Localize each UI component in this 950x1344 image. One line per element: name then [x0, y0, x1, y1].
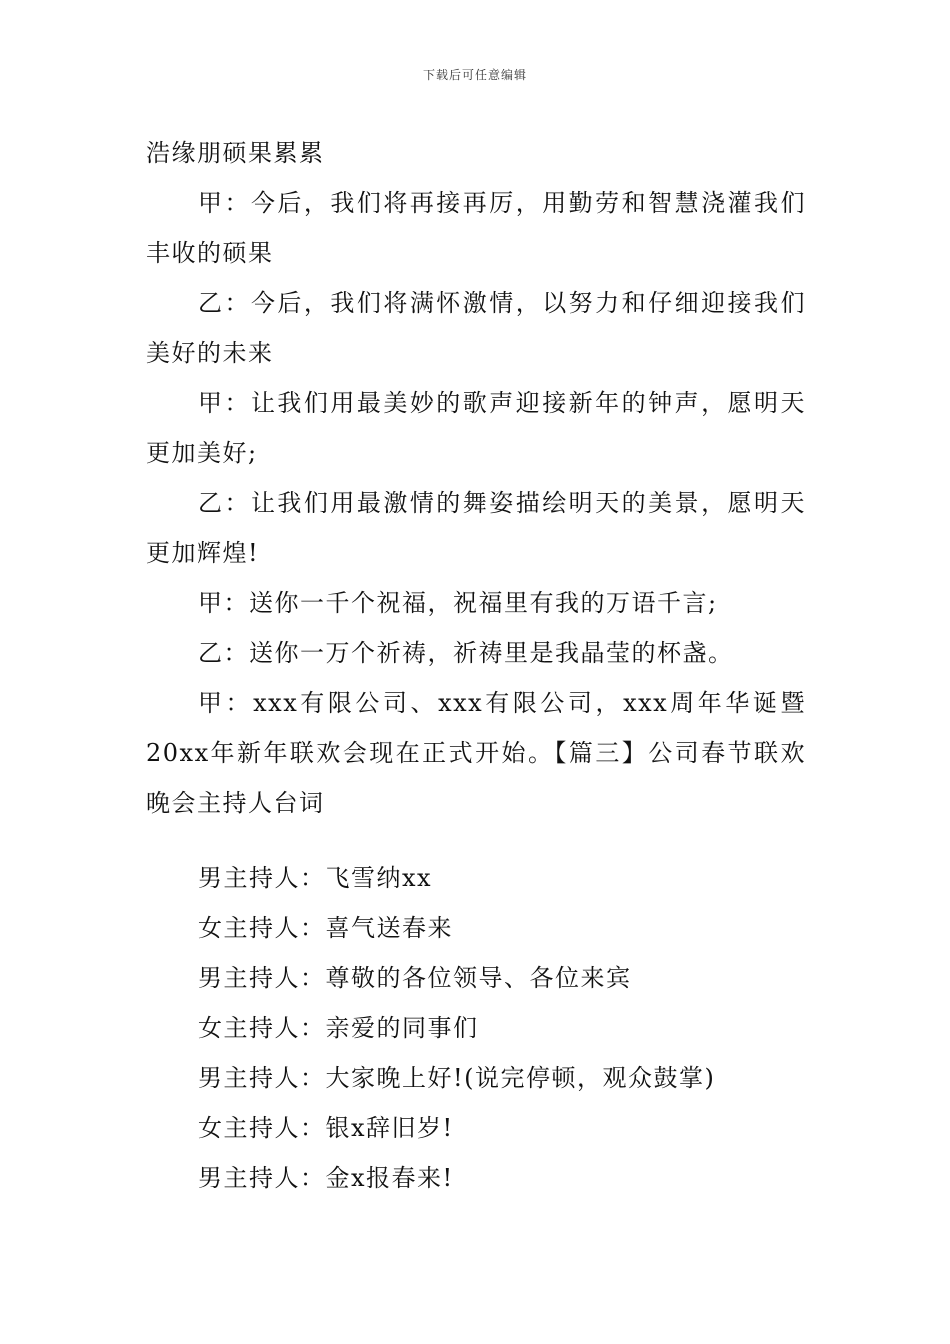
paragraph-jia-opening: 甲：xxx有限公司、xxx有限公司，xxx周年华诞暨20xx年新年联欢会现在正式开始。【篇三】公司春节联欢晚会主持人台词	[146, 689, 806, 817]
paragraph-yi-2: 乙：让我们用最激情的舞姿描绘明天的美景，愿明天更加辉煌!	[146, 489, 806, 567]
dialogue-line: 男主持人：金x报春来!	[198, 1164, 454, 1192]
section-spacer	[146, 828, 806, 853]
paragraph-jia-1: 甲：今后，我们将再接再厉，用勤劳和智慧浇灌我们丰收的硕果	[146, 189, 806, 267]
dialogue-line: 女主持人：喜气送春来	[198, 914, 453, 942]
dialogue-line: 男主持人：飞雪纳xx	[198, 864, 433, 892]
paragraph-jia-3: 甲：送你一千个祝福，祝福里有我的万语千言;	[198, 589, 718, 617]
dialogue-line: 男主持人：大家晚上好!(说完停顿，观众鼓掌)	[198, 1064, 716, 1092]
dialogue-line: 男主持人：尊敬的各位领导、各位来宾	[198, 964, 632, 992]
dialogue-line: 女主持人：银x辞旧岁!	[198, 1114, 454, 1142]
paragraph-yi-1: 乙：今后，我们将满怀激情，以努力和仔细迎接我们美好的未来	[146, 289, 806, 367]
paragraph-continuation: 浩缘朋硕果累累	[146, 139, 325, 167]
dialogue-line: 女主持人：亲爱的同事们	[198, 1014, 479, 1042]
document-body	[146, 128, 806, 1203]
paragraph-yi-3: 乙：送你一万个祈祷，祈祷里是我晶莹的杯盏。	[198, 639, 734, 667]
page-header-note: 下载后可任意编辑	[422, 68, 527, 82]
paragraph-jia-2: 甲：让我们用最美妙的歌声迎接新年的钟声，愿明天更加美好;	[146, 389, 806, 467]
